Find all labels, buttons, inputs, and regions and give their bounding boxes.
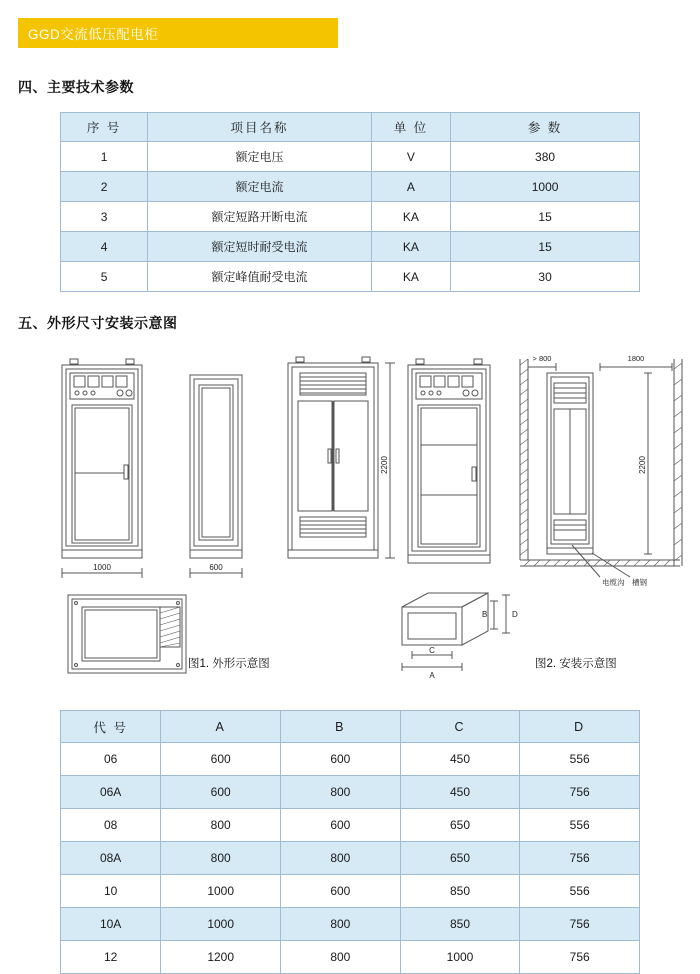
cell-item: 额定电压 [148,142,372,172]
table-row [61,142,640,172]
dim-label-C: C [429,646,435,655]
base-dimension-view [402,593,518,680]
cell-a: 800 [161,842,281,875]
cell-c: 450 [400,776,520,809]
cell-value: 15 [451,202,640,232]
cell-d: 756 [520,908,640,941]
dimensions-table [60,710,640,974]
cell-c: 650 [400,842,520,875]
cell-b: 600 [281,809,401,842]
cell-value: 30 [451,262,640,292]
cell-unit: KA [371,232,450,262]
col-header-c: C [400,711,520,743]
base-frame-top-view [68,595,186,673]
dim-label-A: A [429,671,435,680]
cell-a: 800 [161,809,281,842]
table-row [61,809,640,842]
dim-label-B: B [482,610,488,619]
tech-parameters-table [60,112,640,292]
cell-d: 556 [520,809,640,842]
cell-unit: V [371,142,450,172]
col-header-code: 代 号 [61,711,161,743]
figure-2-caption: 图2. 安装示意图 [535,658,617,670]
label-cable-trench: 电缆沟 [602,578,625,587]
cell-value: 15 [451,232,640,262]
cell-d: 756 [520,842,640,875]
table-row [61,743,640,776]
cell-a: 600 [161,776,281,809]
cell-unit: A [371,172,450,202]
cell-d: 556 [520,743,640,776]
col-header-b: B [281,711,401,743]
cell-item: 额定电流 [148,172,372,202]
dim-label-1000: 1000 [93,563,111,572]
table-header-row [61,113,640,142]
table-row [61,842,640,875]
cabinet-front-view-1 [62,359,142,578]
cell-b: 800 [281,941,401,974]
col-header-no: 序 号 [61,113,148,142]
cell-d: 756 [520,941,640,974]
banner-title: GGD交流低压配电柜 [28,27,159,42]
cell-value: 380 [451,142,640,172]
cell-a: 600 [161,743,281,776]
cell-unit: KA [371,202,450,232]
cell-no: 1 [61,142,148,172]
cell-b: 600 [281,743,401,776]
dim-label-600: 600 [209,563,223,572]
cell-b: 600 [281,875,401,908]
drawings-area [0,345,700,690]
cell-a: 1200 [161,941,281,974]
col-header-unit: 单 位 [371,113,450,142]
cell-no: 5 [61,262,148,292]
page-banner [18,18,338,48]
cabinet-drawings-svg [0,345,700,690]
cell-code: 08 [61,809,161,842]
table-row [61,202,640,232]
cell-a: 1000 [161,908,281,941]
dim-label-2200-a: 2200 [380,456,389,474]
table-row [61,172,640,202]
label-channel-steel: 槽钢 [632,578,647,587]
section-heading-tech: 四、主要技术参数 [18,79,134,95]
dim-label-2200-b: 2200 [638,456,647,474]
col-header-a: A [161,711,281,743]
cabinet-front-view-3 [408,359,490,563]
dim-label-clearance: > 800 [532,354,552,363]
figure-1-caption: 图1. 外形示意图 [188,658,270,670]
installation-layout-view [520,354,682,587]
section-heading-dims: 五、外形尺寸安装示意图 [18,315,178,331]
cell-code: 10 [61,875,161,908]
cell-c: 1000 [400,941,520,974]
cell-code: 10A [61,908,161,941]
cell-item: 额定峰值耐受电流 [148,262,372,292]
cell-c: 450 [400,743,520,776]
cell-item: 额定短时耐受电流 [148,232,372,262]
cell-b: 800 [281,842,401,875]
cell-unit: KA [371,262,450,292]
dim-label-1800: 1800 [627,354,645,363]
cell-code: 08A [61,842,161,875]
cell-a: 1000 [161,875,281,908]
dim-label-D: D [512,610,518,619]
cell-no: 2 [61,172,148,202]
cell-code: 12 [61,941,161,974]
cell-no: 4 [61,232,148,262]
cell-b: 800 [281,776,401,809]
cell-d: 556 [520,875,640,908]
table-row [61,941,640,974]
col-header-item: 项目名称 [148,113,372,142]
table-row [61,875,640,908]
cell-d: 756 [520,776,640,809]
col-header-d: D [520,711,640,743]
cell-b: 800 [281,908,401,941]
cabinet-front-view-2 [288,357,395,558]
table-row [61,262,640,292]
cell-code: 06A [61,776,161,809]
cabinet-side-view [190,375,242,578]
cell-c: 850 [400,875,520,908]
col-header-value: 参 数 [451,113,640,142]
cell-code: 06 [61,743,161,776]
cell-no: 3 [61,202,148,232]
table-row [61,232,640,262]
table-row [61,908,640,941]
cell-item: 额定短路开断电流 [148,202,372,232]
cell-c: 850 [400,908,520,941]
table-header-row [61,711,640,743]
cell-value: 1000 [451,172,640,202]
cell-c: 650 [400,809,520,842]
table-row [61,776,640,809]
